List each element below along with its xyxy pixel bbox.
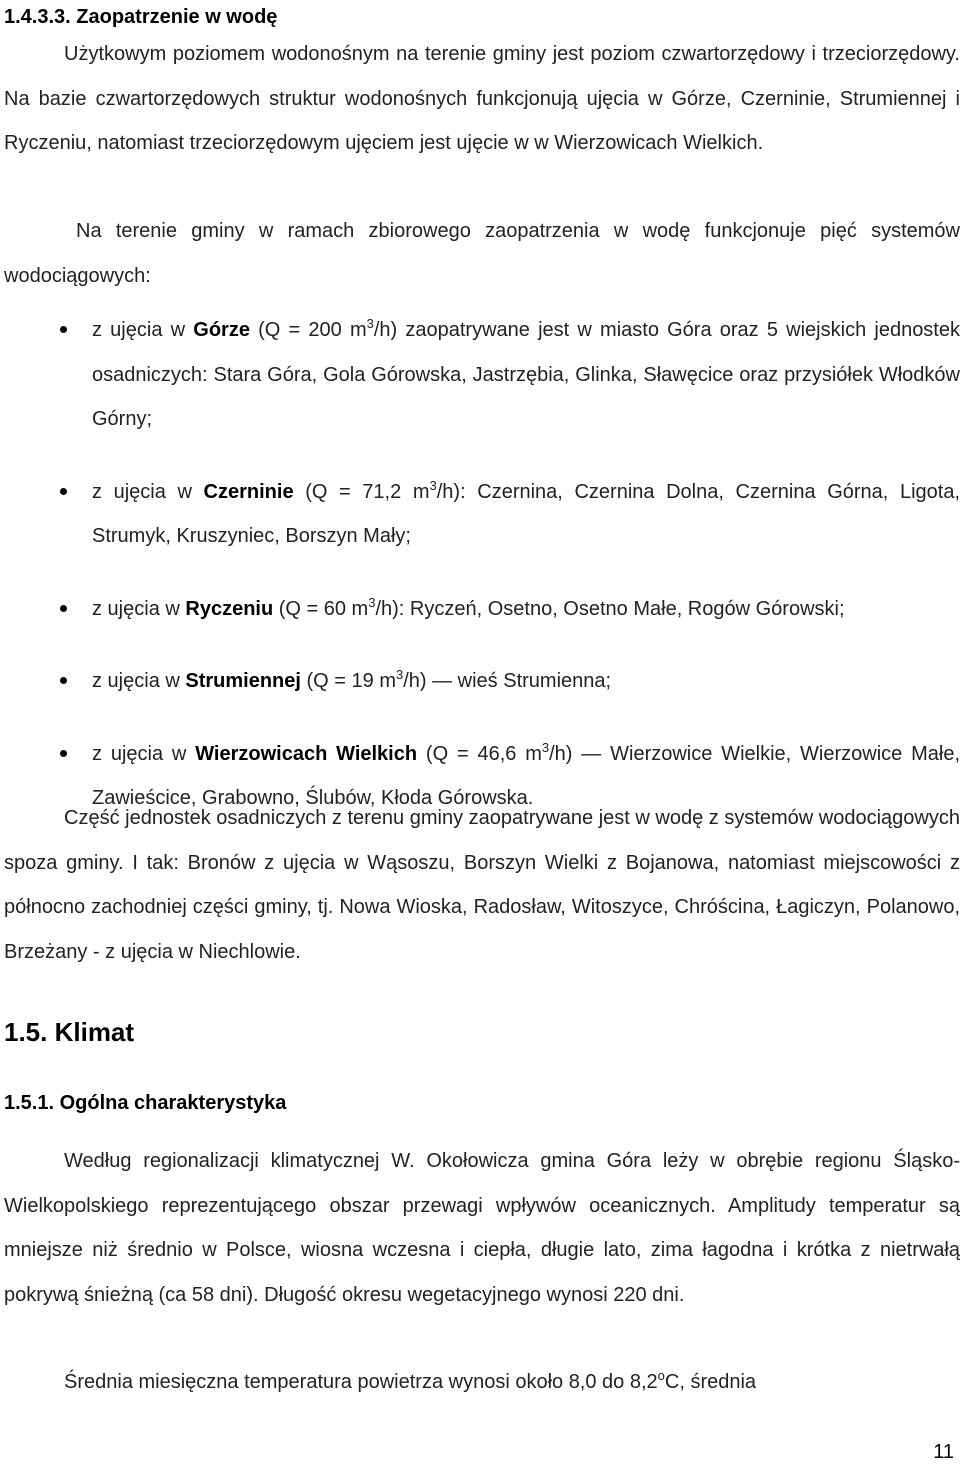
section-heading-general-characteristics: 1.5.1. Ogólna charakterystyka <box>4 1092 287 1114</box>
bullet-icon <box>60 750 67 757</box>
intake-name: Wierzowicach Wielkich <box>195 742 418 765</box>
list-item: z ujęcia w Strumiennej (Q = 19 $m^3/h$) — wieś Strumienna; <box>0 659 960 704</box>
paragraph-water-systems: Na terenie gminy w ramach zbiorowego zaopatrzenia w wodę funkcjonuje pięć systemów wodociągowych: <box>4 220 960 287</box>
paragraph-aquifers: Użytkowym poziomem wodonośnym na terenie gminy jest poziom czwartorzędowy i trzeciorzędowy. Na bazie czwartorzędowych struktur wodonośnych funkcjonują ujęcia w Górze, Czerninie, Strumiennej i Ryczeniu, natomiast trzeciorzędowym ujęciem jest ujęcie w w Wierzowicach Wielkich. <box>4 43 960 154</box>
intake-name: Górze <box>193 319 250 341</box>
intake-name: Ryczeniu <box>185 597 274 620</box>
section-heading-water-supply: 1.4.3.3. Zaopatrzenie w wodę <box>4 6 278 28</box>
paragraph-external-systems: Część jednostek osadniczych z terenu gminy zaopatrywane jest w wodę z systemów wodociągowych spoza gminy. I tak: Bronów z ujęcia w Wąsoszu, Borszyn Wielki z Bojanowa, natomiast miejscowości z północno zachodniej części gminy, tj. Nowa Wioska, Radosław, Witoszyce, Chróścina, Łagiczyn, Polanowo, Brzeżany - z ujęcia w Niechlowie. <box>4 807 960 963</box>
list-item: z ujęcia w Czerninie (Q = 71,2 $m^3/h$): Czernina, Czernina Dolna, Czernina Górna, Ligota, Strumyk, Kruszyniec, Borszyn Mały; <box>0 470 960 559</box>
bullet-icon <box>60 488 67 495</box>
intake-name: Czerninie <box>203 480 294 503</box>
paragraph-climate-region: Według regionalizacji klimatycznej W. Okołowicza gmina Góra leży w obrębie regionu Śląsko-Wielkopolskiego reprezentującego obszar przewagi wpływów oceanicznych. Amplitudy temperatur są mniejsze niż średnio w Polsce, wiosna wczesna i ciepła, długie lato, zima łagodna i krótka z nietrwałą pokrywą śnieżną (ca 58 dni). Długość okresu wegetacyjnego wynosi 220 dni. <box>4 1150 960 1306</box>
list-item: z ujęcia w Górze (Q = 200 $m^3/h$) zaopatrywane jest w miasto Góra oraz 5 wiejskich jednostek osadniczych: Stara Góra, Gola Górowska, Jastrzębia, Glinka, Sławęcice oraz przysiółek Włodków Górny; <box>0 308 960 442</box>
list-item: z ujęcia w Ryczeniu (Q = 60 $m^3/h$): Ryczeń, Osetno, Osetno Małe, Rogów Górowski; <box>0 587 960 632</box>
section-heading-climate: 1.5. Klimat <box>4 1017 135 1047</box>
page-number: 11 <box>933 1441 954 1463</box>
bullet-icon <box>60 677 67 684</box>
paragraph-temperature: Średnia miesięczna temperatura powietrza wynosi około 8,0 do 8,2$^o$C, średnia <box>64 1368 757 1393</box>
intake-list <box>0 308 960 849</box>
list-item: z ujęcia w Wierzowicach Wielkich (Q = 46,6 $m^3/h$) — Wierzowice Wielkie, Wierzowice Małe, Zawieścice, Grabowno, Ślubów, Kłoda Górowska. <box>0 732 960 821</box>
bullet-icon <box>60 605 67 612</box>
bullet-icon <box>60 326 67 333</box>
intake-name: Strumiennej <box>185 670 301 692</box>
